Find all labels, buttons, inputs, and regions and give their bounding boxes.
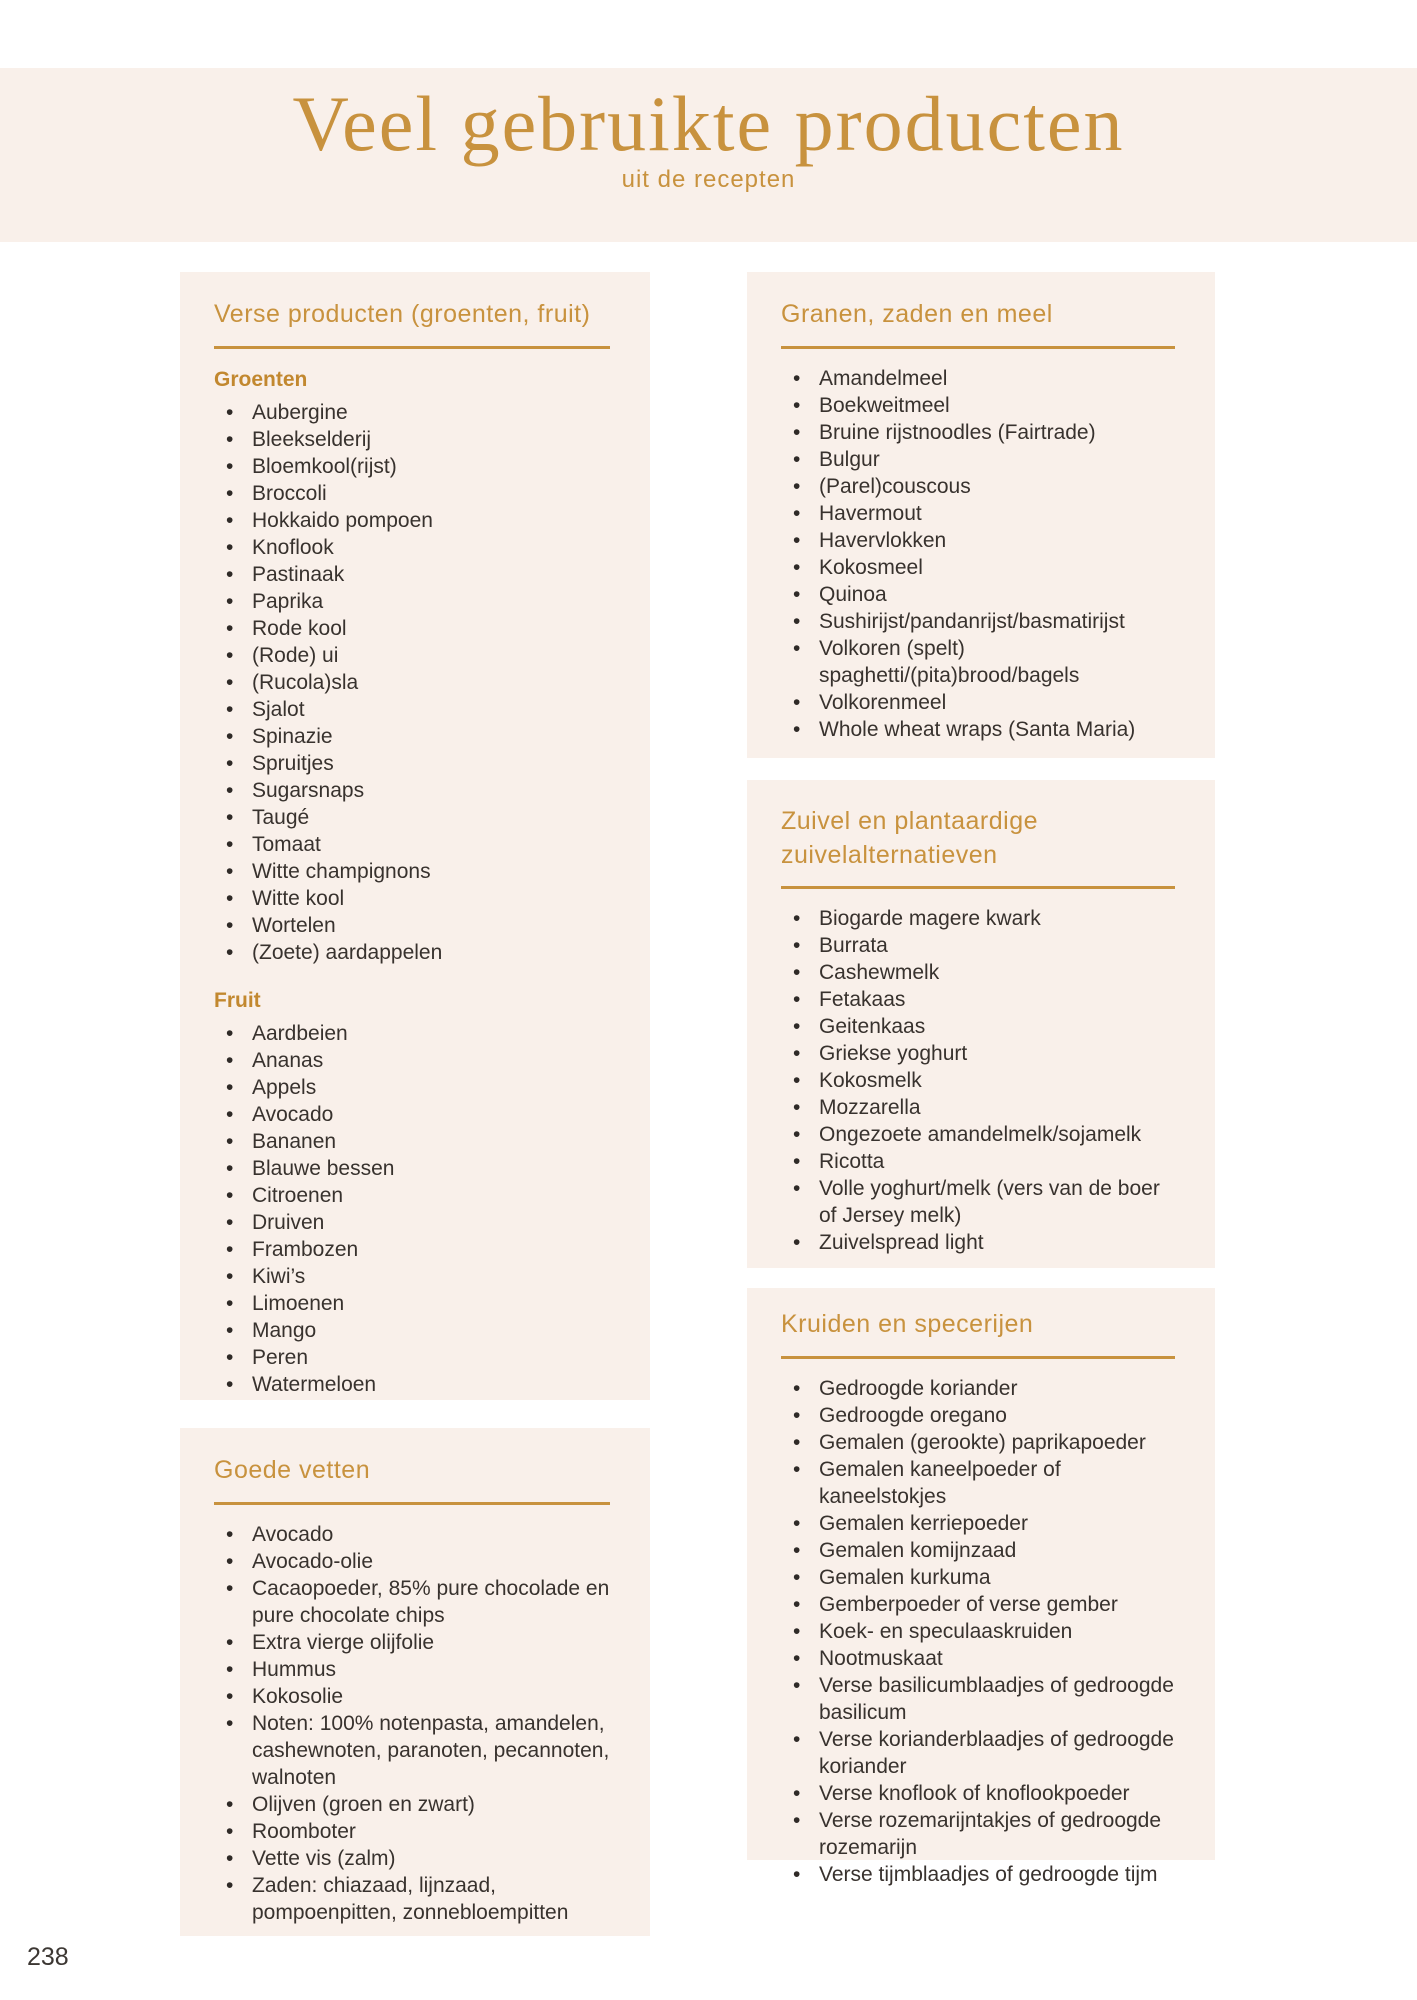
list-item: • Tomaat <box>252 831 610 858</box>
list-item: • Ongezoete amandelmelk/sojamelk <box>819 1121 1175 1148</box>
list-item: • Kiwi’s <box>252 1263 610 1290</box>
list-item: • Witte champignons <box>252 858 610 885</box>
list-item: • Blauwe bessen <box>252 1155 610 1182</box>
section-verse-producten <box>180 272 650 1400</box>
list-item: • Hummus <box>252 1656 610 1683</box>
list-fruit <box>214 1020 610 1398</box>
list-item: • Verse korianderblaadjes of gedroogde koriander <box>819 1726 1175 1780</box>
list-item: • Taugé <box>252 804 610 831</box>
page-number: 238 <box>27 1943 69 1971</box>
divider-line <box>781 346 1175 349</box>
list-item: • Peren <box>252 1344 610 1371</box>
list-item: • Ananas <box>252 1047 610 1074</box>
list-item: • Bloemkool(rijst) <box>252 453 610 480</box>
list-item: • Volkoren (spelt) spaghetti/(pita)brood/bagels <box>819 635 1175 689</box>
list-item: • Kokosolie <box>252 1683 610 1710</box>
list-item: • Verse tijmblaadjes of gedroogde tijm <box>819 1861 1175 1888</box>
list-item: • Cacaopoeder, 85% pure chocolade en pure chocolate chips <box>252 1575 610 1629</box>
list-item: • Frambozen <box>252 1236 610 1263</box>
list-item: • (Rode) ui <box>252 642 610 669</box>
list-item: • Burrata <box>819 932 1175 959</box>
list-item: • Kokosmeel <box>819 554 1175 581</box>
list-item: • Geitenkaas <box>819 1013 1175 1040</box>
list-item: • (Zoete) aardappelen <box>252 939 610 966</box>
list-item: • Knoflook <box>252 534 610 561</box>
list-item: • Broccoli <box>252 480 610 507</box>
list-groenten <box>214 399 610 966</box>
list-item: • Biogarde magere kwark <box>819 905 1175 932</box>
list-item: • Avocado <box>252 1101 610 1128</box>
list-item: • Nootmuskaat <box>819 1645 1175 1672</box>
list-item: • Limoenen <box>252 1290 610 1317</box>
list-item: • Kokosmelk <box>819 1067 1175 1094</box>
section-kruiden-specerijen <box>747 1288 1215 1886</box>
list-item: • Whole wheat wraps (Santa Maria) <box>819 716 1175 743</box>
group-groenten <box>214 365 610 966</box>
list-item: • Aardbeien <box>252 1020 610 1047</box>
list-item: • Aubergine <box>252 399 610 426</box>
section-title: Zuivel en plantaardige zuivelalternatieven <box>781 807 1038 869</box>
list-item: • Verse rozemarijntakjes of gedroogde rozemarijn <box>819 1807 1175 1861</box>
list-item: • Quinoa <box>819 581 1175 608</box>
section-title: Kruiden en specerijen <box>781 1310 1034 1338</box>
list-item: • Bleekselderij <box>252 426 610 453</box>
list-item: • (Rucola)sla <box>252 669 610 696</box>
list-item: • Gedroogde koriander <box>819 1375 1175 1402</box>
list-item: • Amandelmeel <box>819 365 1175 392</box>
list-item: • Mango <box>252 1317 610 1344</box>
list-item: • Olijven (groen en zwart) <box>252 1791 610 1818</box>
page-subtitle: uit de recepten <box>621 166 796 193</box>
list-item: • Spruitjes <box>252 750 610 777</box>
list-item: • Roomboter <box>252 1818 610 1845</box>
list-item: • Gemalen kaneelpoeder of kaneelstokjes <box>819 1456 1175 1510</box>
divider-line <box>781 886 1175 889</box>
list-goede-vetten <box>214 1521 610 1926</box>
list-item: • Avocado <box>252 1521 610 1548</box>
list-item: • Zaden: chiazaad, lijnzaad, pompoenpitten, zonnebloempitten <box>252 1872 610 1926</box>
list-item: • Pastinaak <box>252 561 610 588</box>
list-item: • Mozzarella <box>819 1094 1175 1121</box>
list-item: • Spinazie <box>252 723 610 750</box>
section-granen-zaden-meel <box>747 272 1215 758</box>
list-item: • Havermout <box>819 500 1175 527</box>
list-item: • Appels <box>252 1074 610 1101</box>
list-item: • Gemalen kerriepoeder <box>819 1510 1175 1537</box>
section-zuivel <box>747 780 1215 1268</box>
list-item: • Hokkaido pompoen <box>252 507 610 534</box>
list-item: • Sugarsnaps <box>252 777 610 804</box>
list-item: • Gemalen kurkuma <box>819 1564 1175 1591</box>
divider-line <box>214 1502 610 1505</box>
list-item: • Wortelen <box>252 912 610 939</box>
section-title: Verse producten (groenten, fruit) <box>214 300 591 328</box>
list-item: • Citroenen <box>252 1182 610 1209</box>
divider-line <box>781 1356 1175 1359</box>
list-item: • Gemalen komijnzaad <box>819 1537 1175 1564</box>
list-item: • Zuivelspread light <box>819 1229 1175 1256</box>
list-zuivel <box>781 905 1175 1256</box>
list-item: • Gemalen (gerookte) paprikapoeder <box>819 1429 1175 1456</box>
list-item: • Sushirijst/pandanrijst/basmatirijst <box>819 608 1175 635</box>
list-item: • Verse knoflook of knoflookpoeder <box>819 1780 1175 1807</box>
list-item: • Ricotta <box>819 1148 1175 1175</box>
list-item: • Volkorenmeel <box>819 689 1175 716</box>
list-item: • Rode kool <box>252 615 610 642</box>
list-item: • Gemberpoeder of verse gember <box>819 1591 1175 1618</box>
list-item: • Vette vis (zalm) <box>252 1845 610 1872</box>
list-item: • Witte kool <box>252 885 610 912</box>
list-item: • Bulgur <box>819 446 1175 473</box>
list-granen <box>781 365 1175 743</box>
group-heading: Groenten <box>214 368 308 391</box>
list-item: • Koek- en speculaaskruiden <box>819 1618 1175 1645</box>
list-item: • Boekweitmeel <box>819 392 1175 419</box>
section-title: Granen, zaden en meel <box>781 300 1053 328</box>
list-item: • Avocado-olie <box>252 1548 610 1575</box>
page-title: Veel gebruikte producten <box>292 80 1125 167</box>
section-goede-vetten <box>180 1428 650 1936</box>
section-title: Goede vetten <box>214 1456 371 1484</box>
list-item: • Paprika <box>252 588 610 615</box>
group-heading: Fruit <box>214 989 261 1012</box>
list-item: • Druiven <box>252 1209 610 1236</box>
list-item: • Cashewmelk <box>819 959 1175 986</box>
list-item: • Griekse yoghurt <box>819 1040 1175 1067</box>
list-kruiden <box>781 1375 1175 1888</box>
list-item: • (Parel)couscous <box>819 473 1175 500</box>
list-item: • Extra vierge olijfolie <box>252 1629 610 1656</box>
list-item: • Watermeloen <box>252 1371 610 1398</box>
header-band <box>0 68 1417 242</box>
list-item: • Bruine rijstnoodles (Fairtrade) <box>819 419 1175 446</box>
list-item: • Volle yoghurt/melk (vers van de boer of Jersey melk) <box>819 1175 1175 1229</box>
list-item: • Sjalot <box>252 696 610 723</box>
divider-line <box>214 346 610 349</box>
list-item: • Bananen <box>252 1128 610 1155</box>
list-item: • Verse basilicumblaadjes of gedroogde basilicum <box>819 1672 1175 1726</box>
list-item: • Gedroogde oregano <box>819 1402 1175 1429</box>
list-item: • Fetakaas <box>819 986 1175 1013</box>
list-item: • Noten: 100% notenpasta, amandelen, cashewnoten, paranoten, pecannoten, walnoten <box>252 1710 610 1791</box>
list-item: • Havervlokken <box>819 527 1175 554</box>
group-fruit <box>214 986 610 1398</box>
